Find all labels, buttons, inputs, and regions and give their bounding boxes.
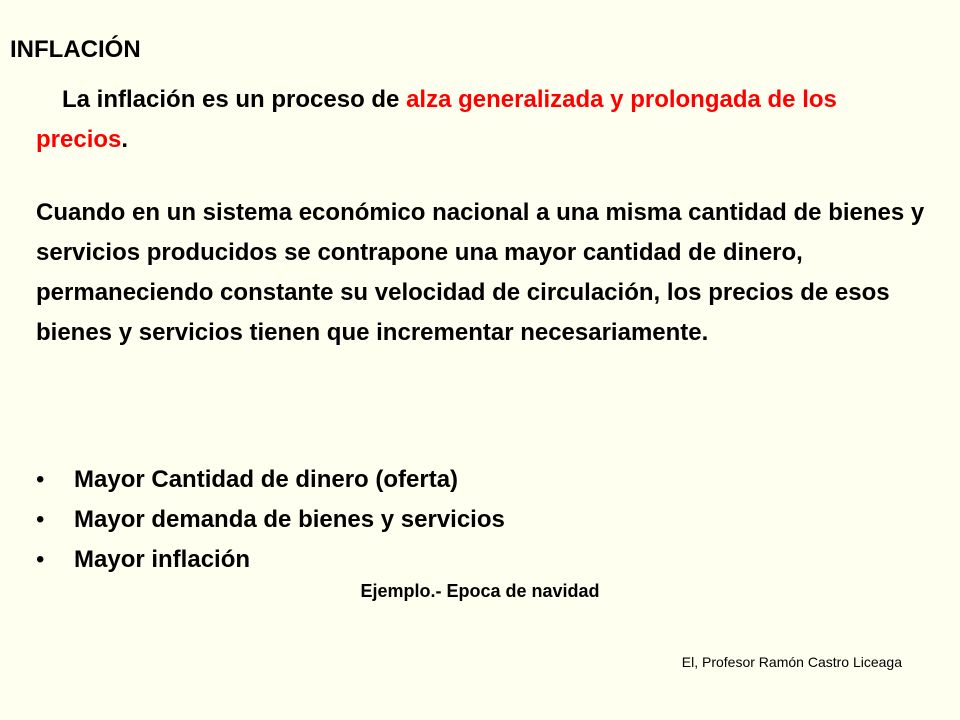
bullet-text: Mayor inflación [74, 546, 251, 573]
definition-highlight: alza generalizada y prolongada de los precios [36, 86, 837, 153]
slide-title: INFLACIÓN [10, 36, 141, 63]
bullet-text: Mayor demanda de bienes y servicios [74, 506, 505, 533]
bullet-item [36, 540, 505, 580]
definition-text: La inflación es un proceso de [62, 86, 407, 113]
author-footer: El, Profesor Ramón Castro Liceaga [681, 654, 902, 670]
bullet-icon: • [36, 506, 45, 533]
bullet-icon: • [36, 466, 45, 493]
example-text: Ejemplo.- Epoca de navidad [360, 581, 600, 601]
example-line [0, 578, 960, 604]
bullet-item [36, 460, 505, 500]
definition-end: . [121, 126, 129, 153]
explanation-paragraph: Cuando en un sistema económico nacional a una misma cantidad de bienes y servicios producidos se contrapone una mayor cantidad de dinero, permaneciendo constante su velocidad de circulación, los precios de esos bienes y servicios tienen que incrementar necesariamente. [36, 199, 925, 346]
bullet-icon: • [36, 546, 45, 573]
bullet-list [36, 460, 505, 580]
bullet-item [36, 500, 505, 540]
bullet-text: Mayor Cantidad de dinero (oferta) [74, 466, 459, 493]
definition-paragraph [36, 80, 916, 160]
